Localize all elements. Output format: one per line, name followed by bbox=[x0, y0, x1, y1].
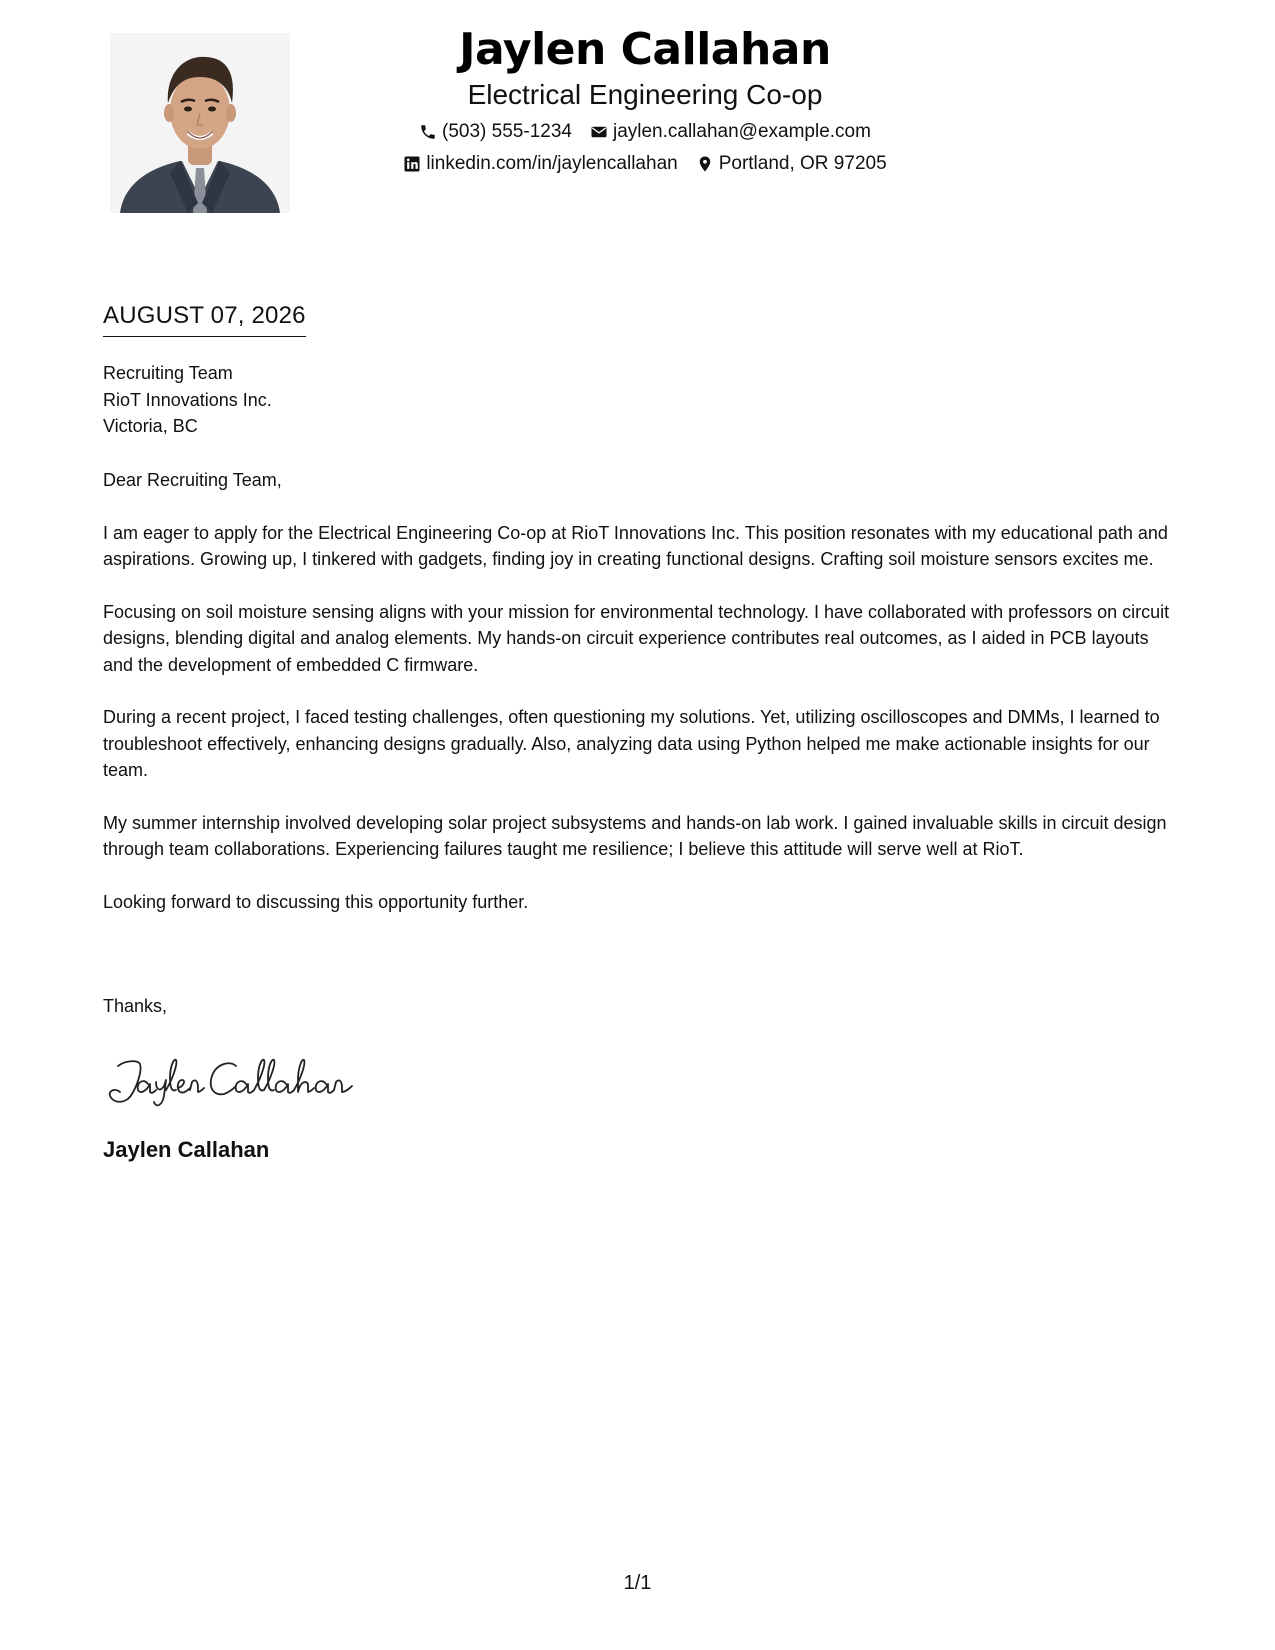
linkedin-icon bbox=[403, 155, 421, 173]
map-pin-icon bbox=[696, 155, 714, 173]
recipient-location: Victoria, BC bbox=[103, 416, 198, 436]
page-indicator: 1/1 bbox=[623, 1572, 652, 1594]
contact-phone[interactable] bbox=[419, 120, 572, 144]
letter-header bbox=[340, 22, 950, 176]
phone-icon bbox=[419, 123, 437, 141]
recipient-company: RioT Innovations Inc. bbox=[103, 389, 272, 410]
salutation: Dear Recruiting Team, bbox=[103, 470, 282, 490]
envelope-icon bbox=[590, 123, 608, 141]
paragraph-5: Looking forward to discussing this opportunity further. bbox=[103, 891, 529, 912]
paragraph-1: I am eager to apply for the Electrical Engineering Co-op at RioT Innovations Inc. This position resonates with my educational path and aspirations. Growing up, I tinkered with gadgets, finding joy in creating functional designs. Crafting soil moisture sensors excites me. bbox=[103, 522, 1168, 569]
applicant-name: Jaylen Callahan bbox=[459, 24, 831, 75]
letter-body bbox=[103, 467, 1183, 941]
location-text: Portland, OR 97205 bbox=[718, 153, 887, 174]
email-text: jaylen.callahan@example.com bbox=[612, 121, 871, 142]
profile-photo bbox=[110, 33, 290, 213]
closing: Thanks, bbox=[103, 996, 168, 1016]
phone-text: (503) 555-1234 bbox=[442, 121, 572, 142]
recipient-line: Recruiting Team bbox=[103, 363, 233, 383]
contact-row-2 bbox=[340, 152, 950, 176]
signed-name: Jaylen Callahan bbox=[103, 1137, 270, 1162]
contact-location bbox=[696, 152, 887, 176]
contact-linkedin[interactable] bbox=[403, 152, 677, 176]
paragraph-2: Focusing on soil moisture sensing aligns with your mission for environmental technology. I have collaborated with professors on circuit designs, blending digital and analog elements. My hands-on circuit experience contributes real outcomes, as I aided in PCB layouts and the development of embedded C firmware. bbox=[103, 601, 1170, 675]
recipient-block bbox=[103, 360, 272, 440]
contact-email[interactable] bbox=[590, 120, 871, 144]
applicant-title: Electrical Engineering Co-op bbox=[467, 79, 823, 110]
paragraph-4: My summer internship involved developing solar project subsystems and hands-on lab work. I gained invaluable skills in circuit design through team collaborations. Experiencing failures taught me resilience; I believe this attitude will serve well at RioT. bbox=[103, 812, 1167, 859]
letter-date: AUGUST 07, 2026 bbox=[103, 300, 306, 337]
handwritten-signature bbox=[104, 1050, 374, 1114]
paragraph-3: During a recent project, I faced testing challenges, often questioning my solutions. Yet, utilizing oscilloscopes and DMMs, I learned to troubleshoot effectively, enhancing designs gradually. Also, analyzing data using Python helped me make actionable insights for our team. bbox=[103, 707, 1160, 780]
contact-row-1 bbox=[340, 120, 950, 144]
linkedin-text: linkedin.com/in/jaylencallahan bbox=[426, 153, 678, 174]
